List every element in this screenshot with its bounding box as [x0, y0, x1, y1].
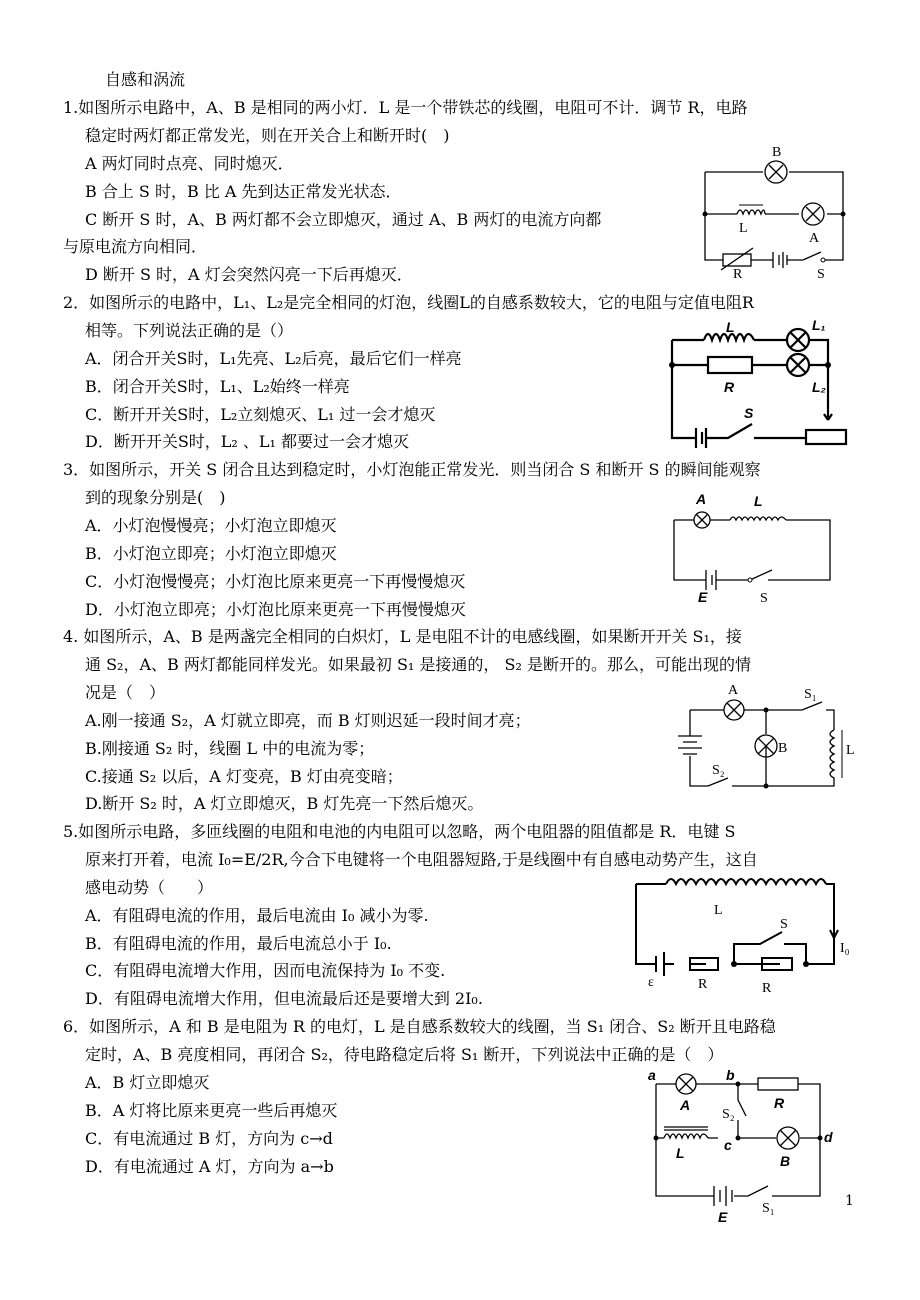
q6-option-d: D．有电流通过 A 灯，方向为 a→b [85, 1157, 334, 1176]
q4-option-b: B.刚接通 S₂ 时，线圈 L 中的电流为零； [85, 739, 375, 758]
q1-stem-line1: 1.如图所示电路中，A、B 是相同的两小灯．L 是一个带铁芯的线圈，电阻可不计．调节 R，电路 [63, 98, 748, 117]
fig5-label-e: ε [648, 975, 654, 990]
fig5-label-i0: I₀ [840, 941, 850, 956]
q1-option-d: D 断开 S 时，A 灯会突然闪亮一下后再熄灭． [85, 265, 413, 284]
fig2-label-l2: L₂ [812, 379, 826, 395]
figure-2-circuit [666, 317, 856, 448]
fig6-label-b-node: b [726, 1067, 735, 1083]
fig6-label-lamp-b: B [780, 1153, 791, 1169]
fig2-label-l1: L₁ [812, 317, 826, 333]
fig2-label-l: L [726, 319, 735, 335]
fig5-label-s: S [780, 917, 788, 932]
fig5-label-l: L [714, 903, 723, 918]
figure-4-circuit [672, 682, 862, 794]
q2-stem-line2: 相等。下列说法正确的是（） [85, 321, 294, 340]
figure-6-circuit [648, 1067, 848, 1225]
q4-stem-line1: 4. 如图所示，A、B 是两盏完全相同的白炽灯，L 是电阻不计的电感线圈，如果断开开关 S₁，接 [63, 627, 742, 646]
fig6-label-r: R [774, 1095, 785, 1111]
q1-option-c-cont: 与原电流方向相同． [63, 237, 208, 256]
fig6-label-c-node: c [724, 1137, 732, 1153]
q5-stem-line1: 5.如图所示电路，多匝线圈的电阻和电池的内电阻可以忽略，两个电阻器的阻值都是 R．电键 S [63, 822, 736, 841]
fig6-label-s1: S₁ [762, 1201, 775, 1216]
q6-stem-line1: 6．如图所示，A 和 B 是电阻为 R 的电灯，L 是自感系数较大的线圈，当 S₁ 闭合、S₂ 断开且电路稳 [63, 1017, 776, 1036]
q4-option-a: A.刚一接通 S₂，A 灯就立即亮，而 B 灯则迟延一段时间才亮； [85, 711, 531, 730]
fig4-label-b: B [778, 741, 788, 756]
q5-option-a: A．有阻碍电流的作用，最后电流由 I₀ 减小为零. [85, 906, 429, 925]
q5-stem-line3: 感电动势（ ） [85, 878, 214, 897]
q2-option-a: A．闭合开关S时，L₁先亮、L₂后亮，最后它们一样亮 [85, 349, 462, 368]
page-title: 自感和涡流 [105, 70, 186, 89]
fig4-label-s2: S₂ [712, 763, 725, 778]
q1-option-b: B 合上 S 时，B 比 A 先到达正常发光状态． [85, 182, 402, 201]
fig6-label-d-node: d [824, 1129, 833, 1145]
q5-stem-line2: 原来打开着，电流 I₀=E/2R,今合下电键将一个电阻器短路,于是线圈中有自感电动势产生，这自 [85, 850, 758, 869]
q1-option-c: C 断开 S 时，A、B 两灯都不会立即熄灭，通过 A、B 两灯的电流方向都 [85, 210, 602, 229]
fig1-label-s: S [817, 267, 825, 282]
fig6-label-s2: S₂ [722, 1107, 735, 1122]
q1-option-a: A 两灯同时点亮、同时熄灭． [85, 154, 294, 173]
q2-option-c: C．断开开关S时，L₂立刻熄灭、L₁ 过一会才熄灭 [85, 405, 436, 424]
q4-option-d: D.断开 S₂ 时，A 灯立即熄灭，B 灯先亮一下然后熄灭。 [85, 794, 484, 813]
q4-option-c: C.接通 S₂ 以后，A 灯变亮，B 灯由亮变暗； [85, 767, 403, 786]
fig4-label-l: L [846, 743, 855, 758]
q6-stem-line2: 定时，A、B 亮度相同，再闭合 S₂，待电路稳定后将 S₁ 断开，下列说法中正确的是（ ） [85, 1045, 724, 1064]
fig3-label-e: E [698, 589, 708, 605]
q6-option-a: A．B 灯立即熄灭 [85, 1073, 210, 1092]
figure-5-circuit [630, 872, 862, 996]
q2-stem-line1: 2．如图所示的电路中，L₁、L₂是完全相同的灯泡，线圈L的自感系数较大，它的电阻与定值电阻R [63, 293, 754, 312]
fig1-label-a: A [809, 231, 820, 246]
q5-option-b: B．有阻碍电流的作用，最后电流总小于 I₀. [85, 934, 392, 953]
q5-option-c: C．有阻碍电流增大作用，因而电流保持为 I₀ 不变. [85, 961, 446, 980]
fig3-label-l: L [754, 493, 763, 509]
fig4-label-a: A [728, 683, 739, 698]
q2-option-d: D．断开开关S时，L₂ 、L₁ 都要过一会才熄灭 [85, 432, 410, 451]
q3-stem-line1: 3．如图所示，开关 S 闭合且达到稳定时，小灯泡能正常发光．则当闭合 S 和断开 S 的瞬间能观察 [63, 460, 761, 479]
fig3-label-a: A [696, 491, 707, 507]
fig6-label-lamp-a: A [680, 1097, 691, 1113]
figure-1-circuit [695, 145, 855, 282]
page-number: 1 [845, 1193, 854, 1209]
q3-stem-line2: 到的现象分别是( ) [85, 488, 226, 507]
fig6-label-l: L [676, 1145, 685, 1161]
q3-option-b: B．小灯泡立即亮；小灯泡立即熄灭 [85, 544, 337, 563]
fig1-label-b: B [772, 145, 782, 160]
q6-option-b: B．A 灯将比原来更亮一些后再熄灭 [85, 1101, 338, 1120]
q1-stem-line2: 稳定时两灯都正常发光，则在开关合上和断开时( ) [85, 126, 450, 145]
q5-option-d: D．有阻碍电流增大作用，但电流最后还是要增大到 2I₀. [85, 989, 483, 1008]
fig1-label-l: L [739, 221, 748, 236]
fig6-label-e: E [718, 1209, 728, 1225]
q3-option-a: A．小灯泡慢慢亮；小灯泡立即熄灭 [85, 516, 337, 535]
fig2-label-s: S [744, 405, 754, 421]
q4-stem-line3: 况是（ ） [85, 683, 166, 702]
figure-3-circuit [668, 491, 838, 606]
q3-option-d: D．小灯泡立即亮；小灯泡比原来更亮一下再慢慢熄灭 [85, 600, 466, 619]
fig6-label-a-node: a [648, 1067, 656, 1083]
fig5-label-r1: R [698, 977, 708, 992]
q4-stem-line2: 通 S₂，A、B 两灯都能同样发光。如果最初 S₁ 是接通的， S₂ 是断开的。那么，可能出现的情 [85, 655, 751, 674]
fig3-label-s: S [760, 591, 768, 606]
fig2-label-r: R [724, 379, 735, 395]
fig5-label-r2: R [762, 981, 772, 996]
fig1-label-r: R [733, 267, 743, 282]
q6-option-c: C．有电流通过 B 灯，方向为 c→d [85, 1129, 333, 1148]
fig4-label-s1: S₁ [804, 687, 817, 702]
q3-option-c: C．小灯泡慢慢亮；小灯泡比原来更亮一下再慢慢熄灭 [85, 572, 466, 591]
q2-option-b: B．闭合开关S时，L₁、L₂始终一样亮 [85, 377, 350, 396]
